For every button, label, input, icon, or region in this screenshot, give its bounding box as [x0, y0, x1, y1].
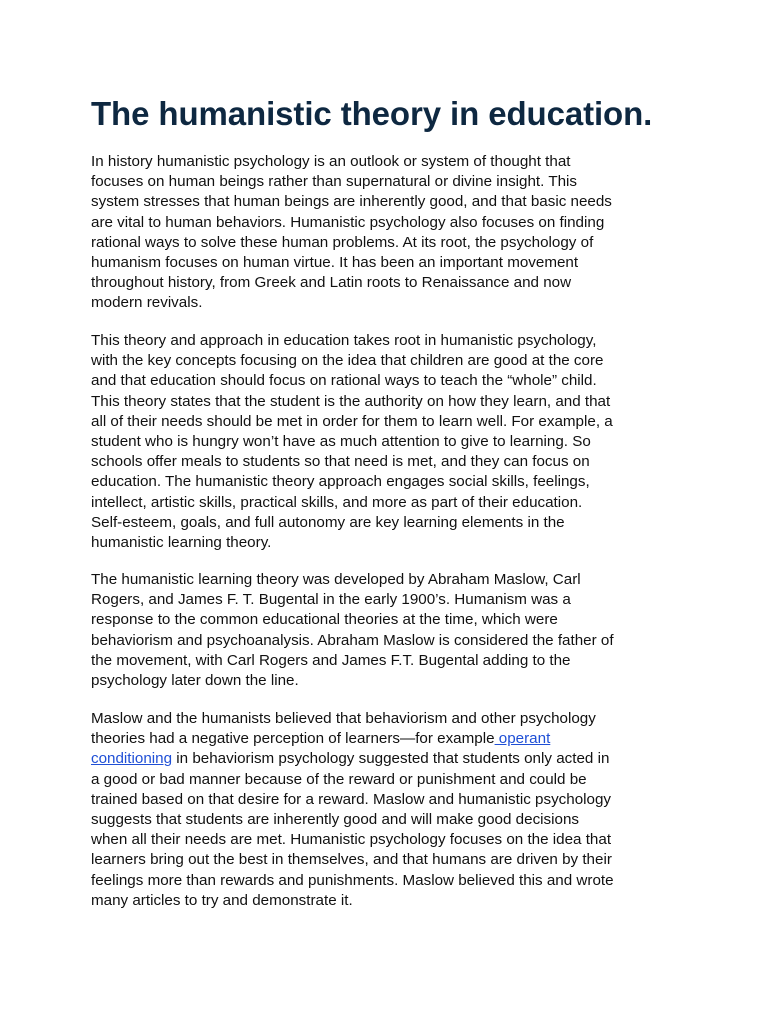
paragraph-2 [91, 331, 701, 553]
paragraph-line: Self-esteem, goals, and full autonomy are key learning elements in the [91, 513, 565, 531]
paragraph-line: The humanistic learning theory was developed by Abraham Maslow, Carl [91, 571, 581, 588]
paragraph-line: when all their needs are met. Humanistic psychology focuses on the idea that [91, 831, 612, 849]
paragraph-line: system stresses that human beings are inherently good, and that basic needs [91, 193, 612, 211]
operant-conditioning-link-part1[interactable]: operant [494, 730, 551, 748]
paragraph-line: are vital to human behaviors. Humanistic psychology also focuses on finding [91, 213, 605, 231]
paragraph-line-with-link [91, 729, 701, 749]
paragraph-line: education. The humanistic theory approach engages social skills, feelings, [91, 473, 590, 491]
paragraph-line: schools offer meals to students so that need is met, and they can focus on [91, 453, 590, 471]
paragraph-line: In history humanistic psychology is an outlook or system of thought that [91, 153, 571, 170]
paragraph-line: throughout history, from Greek and Latin roots to Renaissance and now [91, 274, 572, 292]
paragraph-line: with the key concepts focusing on the idea that children are good at the core [91, 352, 604, 370]
paragraph-line: focuses on human beings rather than supernatural or divine insight. This [91, 173, 578, 191]
paragraph-line: psychology later down the line. [91, 672, 299, 690]
paragraph-line: This theory states that the student is the authority on how they learn, and that [91, 392, 611, 410]
paragraph-line: suggests that students are inherently good and will make good decisions [91, 811, 579, 829]
operant-conditioning-link-part2[interactable]: conditioning [91, 750, 173, 768]
paragraph-line: intellect, artistic skills, practical skills, and more as part of their education. [91, 493, 583, 511]
paragraph-line: behaviorism and psychoanalysis. Abraham Maslow is considered the father of [91, 631, 614, 649]
paragraph-line: many articles to try and demonstrate it. [91, 891, 353, 909]
paragraph-line: and that education should focus on rational ways to teach the “whole” child. [91, 372, 597, 390]
line-text: in behaviorism psychology suggested that students only acted in [172, 750, 610, 768]
paragraph-1 [91, 152, 701, 314]
paragraph-line: humanism focuses on human virtue. It has been an important movement [91, 254, 579, 272]
paragraph-line: rational ways to solve these human problems. At its root, the psychology of [91, 233, 594, 251]
paragraph-line: student who is hungry won’t have as much attention to give to learning. So [91, 433, 591, 451]
document-title: The humanistic theory in education. [91, 95, 653, 132]
paragraph-line-with-link [91, 749, 701, 769]
paragraph-line: feelings more than rewards and punishments. Maslow believed this and wrote [91, 871, 614, 889]
line-text: theories had a negative perception of learners—for example [91, 730, 495, 748]
paragraph-4 [91, 709, 701, 911]
paragraph-line: humanistic learning theory. [91, 534, 272, 552]
paragraph-line: trained based on that desire for a reward. Maslow and humanistic psychology [91, 790, 612, 808]
paragraph-line: response to the common educational theories at the time, which were [91, 611, 558, 629]
paragraph-line: This theory and approach in education takes root in humanistic psychology, [91, 332, 597, 349]
paragraph-line: learners bring out the best in themselves, and that humans are driven by their [91, 851, 612, 869]
paragraph-3 [91, 570, 701, 691]
paragraph-line: the movement, with Carl Rogers and James F.T. Bugental adding to the [91, 651, 571, 669]
paragraph-line: Maslow and the humanists believed that behaviorism and other psychology [91, 710, 596, 727]
paragraph-line: modern revivals. [91, 294, 203, 312]
paragraph-line: Rogers, and James F. T. Bugental in the early 1900’s. Humanism was a [91, 591, 571, 609]
paragraph-line: all of their needs should be met in order for them to learn well. For example, a [91, 412, 613, 430]
paragraph-line: a good or bad manner because of the reward or punishment and could be [91, 770, 587, 788]
